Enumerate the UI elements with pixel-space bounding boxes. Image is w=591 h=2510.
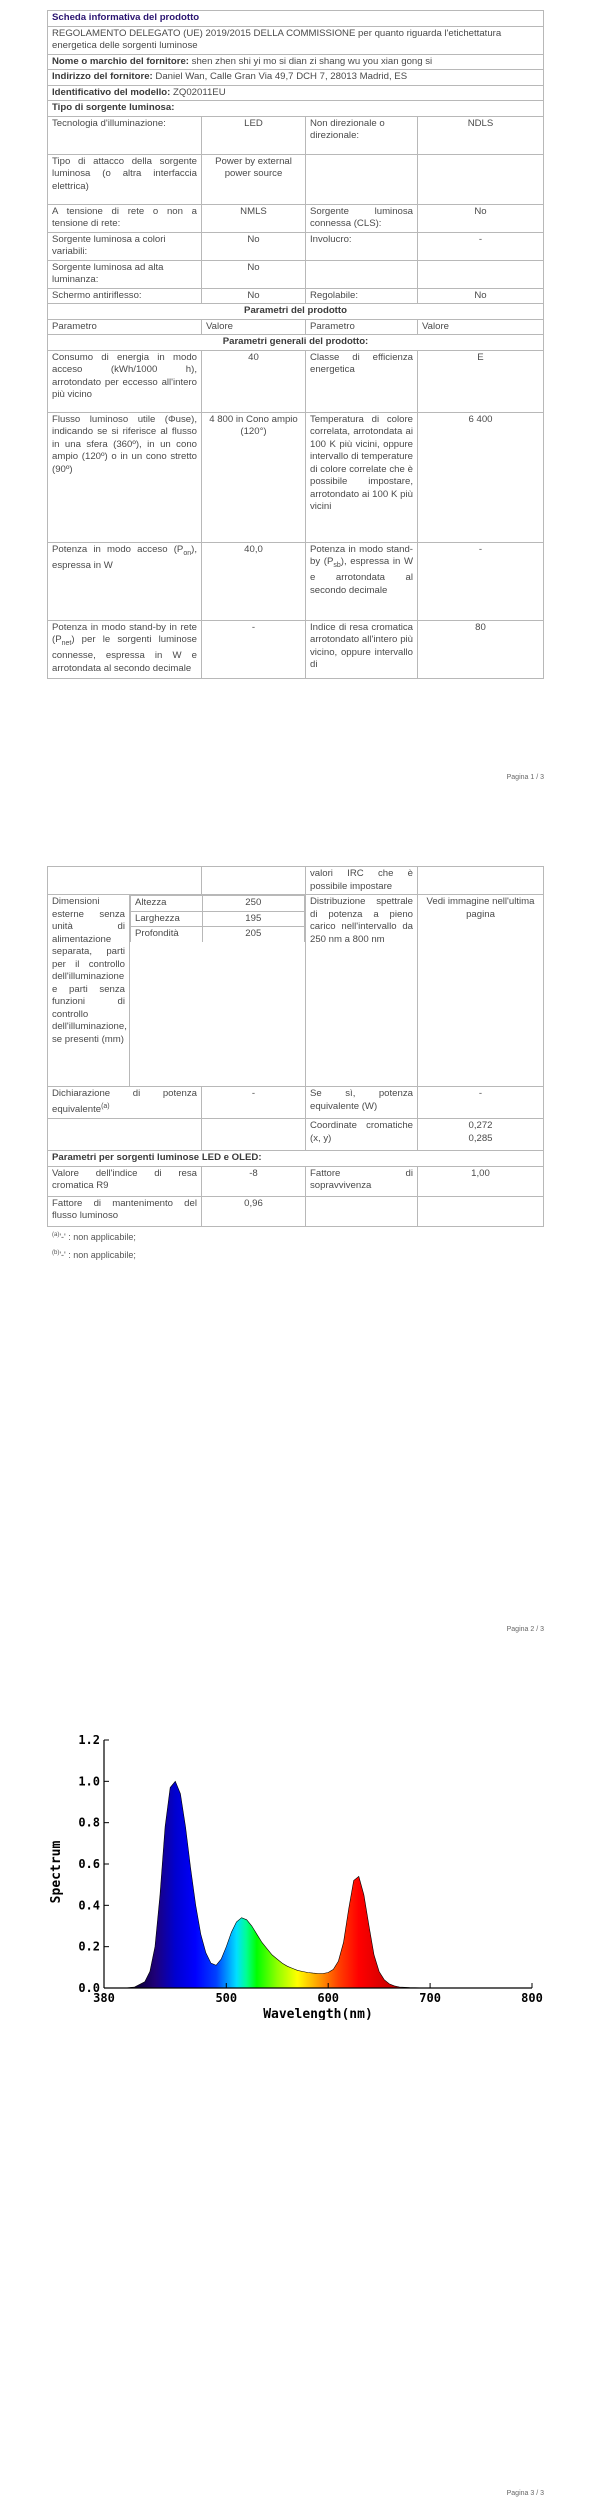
standby-label: Potenza in modo stand-by $(P_{sb})$, espressa in W e arrotondata al secondo decimale: [306, 542, 418, 620]
cell-label: Regolabile:: [306, 288, 418, 304]
equiv-value: -: [202, 1087, 306, 1119]
cell-value: [418, 154, 544, 204]
cri-label-continued: valori IRC che è possibile impostare: [306, 867, 418, 895]
cell-label: Schermo antiriflesso:: [48, 288, 202, 304]
cell-value: No: [202, 260, 306, 288]
net-standby-label: Potenza in modo stand-by in rete $(P_{net})$ per le sorgenti luminose connesse, espressa in W e arrotondata al secondo decimale: [48, 620, 202, 678]
cell-value: -: [418, 232, 544, 260]
survival-value: 1,00: [418, 1166, 544, 1196]
y-tick-label: 0.8: [78, 1815, 100, 1830]
cell-empty: [306, 1196, 418, 1226]
regulation-text: REGOLAMENTO DELEGATO (UE) 2019/2015 DELLA COMMISSIONE per quanto riguarda l'etichettatura energetica delle sorgenti luminose: [48, 26, 544, 54]
cell-label: [306, 154, 418, 204]
supplier-address-row: Indirizzo del fornitore: Daniel Wan, Calle Gran Via 49,7 DCH 7, 28013 Madrid, ES: [48, 70, 544, 86]
dims-cell: [130, 895, 306, 1087]
standby-value: -: [418, 542, 544, 620]
power-on-label: Potenza in modo acceso $(P_{on})$, espressa in W: [48, 542, 202, 620]
cell-empty: [418, 867, 544, 895]
cri-value: 80: [418, 620, 544, 678]
y-axis-label: Spectrum: [49, 1840, 64, 1904]
cri-label: Indice di resa cromatica arrotondato all'intero più vicino, oppure intervallo di: [306, 620, 418, 678]
y-tick-label: 0.4: [78, 1898, 100, 1913]
energy-label: Consumo di energia in modo acceso (kWh/1000 h), arrotondato per eccesso all'intero più vicino: [48, 350, 202, 412]
cell-value: No: [202, 288, 306, 304]
source-type-heading: Tipo di sorgente luminosa:: [48, 101, 544, 117]
equiv-w-value: -: [418, 1087, 544, 1119]
cell-empty: [418, 1196, 544, 1226]
col-header-value: Valore: [202, 319, 306, 335]
spectrum-chart: [0, 1720, 591, 2020]
flux-value: 4 800 in Cono ampio (120°): [202, 412, 306, 542]
cell-value: No: [418, 288, 544, 304]
survival-label: Fattore di sopravvivenza: [306, 1166, 418, 1196]
cell-value: NDLS: [418, 116, 544, 154]
y-tick-label: 0.6: [78, 1857, 100, 1871]
cct-label: Temperatura di colore correlata, arrotondata ai 100 K più vicini, oppure intervallo di temperature di colore correlate che è possibile impostare, arrotondato ai 100 K più vicini: [306, 412, 418, 542]
spectrum-area: [104, 1781, 532, 1988]
x-tick-label: 700: [419, 1991, 441, 2005]
cell-label: A tensione di rete o non a tensione di rete:: [48, 204, 202, 232]
cell-label: Tipo di attacco della sorgente luminosa (o altra interfaccia elettrica): [48, 154, 202, 204]
y-tick-label: 1.0: [78, 1774, 100, 1789]
cell-value: LED: [202, 116, 306, 154]
power-on-value: 40,0: [202, 542, 306, 620]
general-params-heading: Parametri generali del prodotto:: [48, 335, 544, 351]
spd-value: Vedi immagine nell'ultima pagina: [418, 895, 544, 1087]
y-tick-label: 0.0: [78, 1981, 100, 1995]
x-tick-label: 380: [93, 1991, 115, 2005]
efficiency-label: Classe di efficienza energetica: [306, 350, 418, 412]
page-2: [0, 860, 591, 1660]
dim-name: Larghezza: [131, 911, 203, 927]
x-axis-label: Wavelength(nm): [263, 2007, 373, 2020]
efficiency-value: E: [418, 350, 544, 412]
energy-value: 40: [202, 350, 306, 412]
equiv-w-label: Se sì, potenza equivalente (W): [306, 1087, 418, 1119]
dims-label: Dimensioni esterne senza unità di alimentazione separata, parti per il controllo dell'illuminazione e parti senza funzioni di controllo dell'illuminazione, se presenti (mm): [48, 895, 130, 1087]
equiv-label: Dichiarazione di potenza equivalente$^{(a)}$: [48, 1087, 202, 1119]
page-1: [0, 0, 591, 780]
y-tick-label: 0.2: [78, 1939, 100, 1954]
y-tick-label: 1.2: [78, 1733, 100, 1747]
page-number: Pagina 1 / 3: [506, 774, 544, 781]
params-heading: Parametri del prodotto: [48, 304, 544, 320]
col-header-param: Parametro: [306, 319, 418, 335]
cell-label: Involucro:: [306, 232, 418, 260]
led-params-heading: Parametri per sorgenti luminose LED e OLED:: [48, 1151, 544, 1167]
dim-value: 205: [202, 927, 304, 942]
page-number: Pagina 3 / 3: [506, 2490, 544, 2497]
page-3: [0, 1690, 591, 2510]
net-standby-value: -: [202, 620, 306, 678]
model-id-row: Identificativo del modello: ZQ02011EU: [48, 85, 544, 101]
cell-label: [306, 260, 418, 288]
footnote: $^{(b)}$'-' : non applicabile;: [52, 1250, 136, 1260]
cell-value: No: [202, 232, 306, 260]
cell-label: Sorgente luminosa a colori variabili:: [48, 232, 202, 260]
page-number: Pagina 2 / 3: [506, 1626, 544, 1633]
page-title: Scheda informativa del prodotto: [48, 11, 544, 27]
cct-value: 6 400: [418, 412, 544, 542]
cell-empty: [48, 1119, 202, 1151]
supplier-name-row: Nome o marchio del fornitore: shen zhen shi yi mo si dian zi shang wu you xian gong si: [48, 54, 544, 70]
dim-name: Profondità: [131, 927, 203, 942]
product-info-table: [47, 10, 544, 679]
x-tick-label: 500: [215, 1991, 238, 2005]
dim-value: 250: [202, 896, 304, 912]
cell-label: Non direzionale o direzionale:: [306, 116, 418, 154]
col-header-param: Parametro: [48, 319, 202, 335]
flux-label: Flusso luminoso utile (Φuse), indicando se si riferisce al flusso in una sfera (360º), in un cono ampio (120º) o in un cono stretto (90º): [48, 412, 202, 542]
lumen-maintenance-value: 0,96: [202, 1196, 306, 1226]
cell-empty: [202, 867, 306, 895]
cell-value: [418, 260, 544, 288]
dim-name: Altezza: [131, 896, 203, 912]
product-info-table-continued: [47, 866, 544, 1227]
cell-value: No: [418, 204, 544, 232]
dims-table: [130, 895, 305, 942]
r9-value: -8: [202, 1166, 306, 1196]
dim-value: 195: [202, 911, 304, 927]
col-header-value: Valore: [418, 319, 544, 335]
cell-value: NMLS: [202, 204, 306, 232]
cell-value: Power by external power source: [202, 154, 306, 204]
cell-label: Tecnologia d'illuminazione:: [48, 116, 202, 154]
cell-empty: [202, 1119, 306, 1151]
cell-empty: [48, 867, 202, 895]
spd-label: Distribuzione spettrale di potenza a pieno carico nell'intervallo da 250 nm a 800 nm: [306, 895, 418, 1087]
r9-label: Valore dell'indice di resa cromatica R9: [48, 1166, 202, 1196]
cell-label: Sorgente luminosa connessa (CLS):: [306, 204, 418, 232]
chroma-value: 0,272 0,285: [418, 1119, 544, 1151]
footnote: $^{(a)}$'-' : non applicabile;: [52, 1232, 136, 1242]
cell-label: Sorgente luminosa ad alta luminanza:: [48, 260, 202, 288]
x-tick-label: 600: [317, 1991, 340, 2005]
chroma-label: Coordinate cromatiche (x, y): [306, 1119, 418, 1151]
lumen-maintenance-label: Fattore di mantenimento del flusso luminoso: [48, 1196, 202, 1226]
x-tick-label: 800: [521, 1991, 543, 2005]
